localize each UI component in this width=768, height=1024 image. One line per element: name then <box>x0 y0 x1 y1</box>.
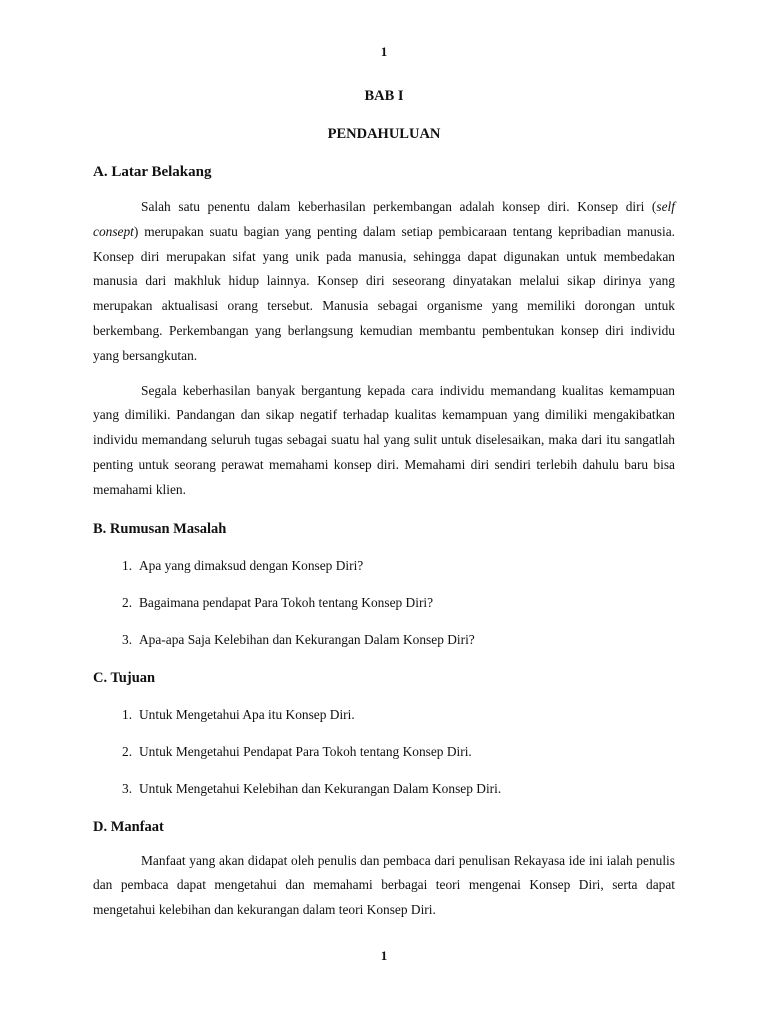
paragraph-latar-belakang-1 <box>93 195 675 369</box>
italic-term: self consept <box>93 199 675 239</box>
list-item-number: 2. <box>122 594 133 610</box>
list-rumusan-masalah <box>93 556 675 650</box>
page-number-bottom: 1 <box>380 948 388 963</box>
list-item-number: 2. <box>122 743 133 759</box>
paragraph-text-rest: ) merupakan suatu bagian yang penting dalam setiap pembicaraan tentang kepribadian manusia. Konsep diri merupakan sifat yang unik pada manusia, sehingga dapat digunakan untuk membedakan manusia dari makhluk hidup lainnya. Konsep diri seseorang dinyatakan melalui sikap dirinya yang merupakan aktualisasi orang tersebut. Manusia sebagai organisme yang memiliki dorongan untuk berkembang. Perkembangan yang berlangsung kemudian membantu pembentukan konsep diri individu yang bersangkutan. <box>93 223 675 363</box>
list-item-text: Untuk Mengetahui Pendapat Para Tokoh tentang Konsep Diri. <box>139 743 472 759</box>
chapter-title: PENDAHULUAN <box>327 126 441 142</box>
list-item <box>122 593 675 613</box>
paragraph-text-open: Salah satu penentu dalam keberhasilan perkembangan adalah konsep diri. Konsep diri ( <box>141 199 657 214</box>
page-content <box>93 86 675 923</box>
list-item-text: Untuk Mengetahui Kelebihan dan Kekurangan Dalam Konsep Diri. <box>139 780 502 796</box>
list-item-number: 1. <box>122 706 133 722</box>
list-item <box>122 779 675 799</box>
list-item-text: Untuk Mengetahui Apa itu Konsep Diri. <box>139 706 355 722</box>
list-item-text: Apa-apa Saja Kelebihan dan Kekurangan Dalam Konsep Diri? <box>139 631 475 647</box>
list-item-number: 3. <box>122 631 133 647</box>
paragraph-manfaat: Manfaat yang akan didapat oleh penulis dan pembaca dari penulisan Rekayasa ide ini ialah penulis dan pembaca dapat mengetahui dan memahami berbagai teori mengenai Konsep Diri, serta dapat mengetahui kelebihan dan kekurangan dalam teori Konsep Diri. <box>93 852 675 918</box>
list-item-text: Apa yang dimaksud dengan Konsep Diri? <box>139 557 364 573</box>
section-heading-manfaat: D. Manfaat <box>93 818 164 835</box>
list-item <box>122 630 675 650</box>
list-item-text: Bagaimana pendapat Para Tokoh tentang Konsep Diri? <box>139 594 434 610</box>
section-heading-tujuan: C. Tujuan <box>93 669 156 686</box>
section-heading-rumusan-masalah: B. Rumusan Masalah <box>93 520 227 537</box>
list-item-number: 1. <box>122 557 133 573</box>
list-tujuan <box>93 705 675 799</box>
section-heading-latar-belakang: A. Latar Belakang <box>93 164 212 180</box>
list-item <box>122 705 675 725</box>
page-number-top: 1 <box>380 44 388 59</box>
list-item <box>122 742 675 762</box>
list-item-number: 3. <box>122 780 133 796</box>
chapter-label: BAB I <box>364 88 404 104</box>
list-item <box>122 556 675 576</box>
paragraph-latar-belakang-2: Segala keberhasilan banyak bergantung kepada cara individu memandang kualitas kemampuan yang dimiliki. Pandangan dan sikap negatif terhadap kualitas kemampuan yang dimiliki mengakibatkan individu memandang seluruh tugas sebagai suatu hal yang sulit untuk diselesaikan, maka dari itu sangatlah penting untuk seorang perawat memahami konsep diri. Memahami diri sendiri terlebih dahulu baru bisa memahami klien. <box>93 382 675 497</box>
